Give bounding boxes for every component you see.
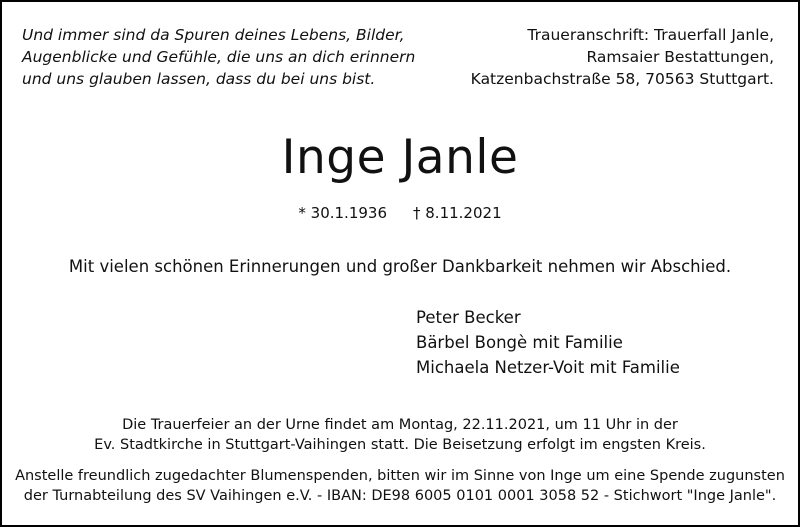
quote-line: Und immer sind da Spuren deines Lebens, Bilder, [22, 26, 405, 44]
mourning-address [454, 24, 774, 90]
quote-line: und uns glauben lassen, dass du bei uns bist. [22, 70, 376, 88]
donation-line: der Turnabteilung des SV Vaihingen e.V. - IBAN: DE98 6005 0101 0001 3058 52 - Stichwort "Inge Janle". [23, 488, 777, 504]
ceremony-details [2, 415, 798, 455]
ceremony-line: Ev. Stadtkirche in Stuttgart-Vaihingen statt. Die Beisetzung erfolgt im engsten Kreis. [94, 437, 706, 453]
death-date: † 8.11.2021 [413, 204, 502, 222]
mourners-list [416, 305, 776, 380]
address-line: Ramsaier Bestattungen, [586, 48, 774, 66]
mourner-name: Bärbel Bongè mit Familie [416, 333, 623, 352]
donation-request [2, 466, 798, 506]
life-dates [2, 203, 798, 223]
donation-line: Anstelle freundlich zugedachter Blumenspenden, bitten wir im Sinne von Inge um eine Spende zugunsten [15, 468, 785, 484]
memorial-quote [22, 24, 416, 90]
birth-date: * 30.1.1936 [298, 204, 387, 222]
ceremony-line: Die Trauerfeier an der Urne findet am Montag, 22.11.2021, um 11 Uhr in der [122, 417, 678, 433]
address-line: Katzenbachstraße 58, 70563 Stuttgart. [470, 70, 774, 88]
mourner-name: Michaela Netzer-Voit mit Familie [416, 358, 680, 377]
farewell-statement: Mit vielen schönen Erinnerungen und großer Dankbarkeit nehmen wir Abschied. [68, 257, 732, 276]
quote-line: Augenblicke und Gefühle, die uns an dich erinnern [22, 48, 416, 66]
mourner-name: Peter Becker [416, 308, 521, 327]
address-line: Traueranschrift: Trauerfall Janle, [527, 26, 774, 44]
deceased-name: Inge Janle [281, 130, 519, 185]
